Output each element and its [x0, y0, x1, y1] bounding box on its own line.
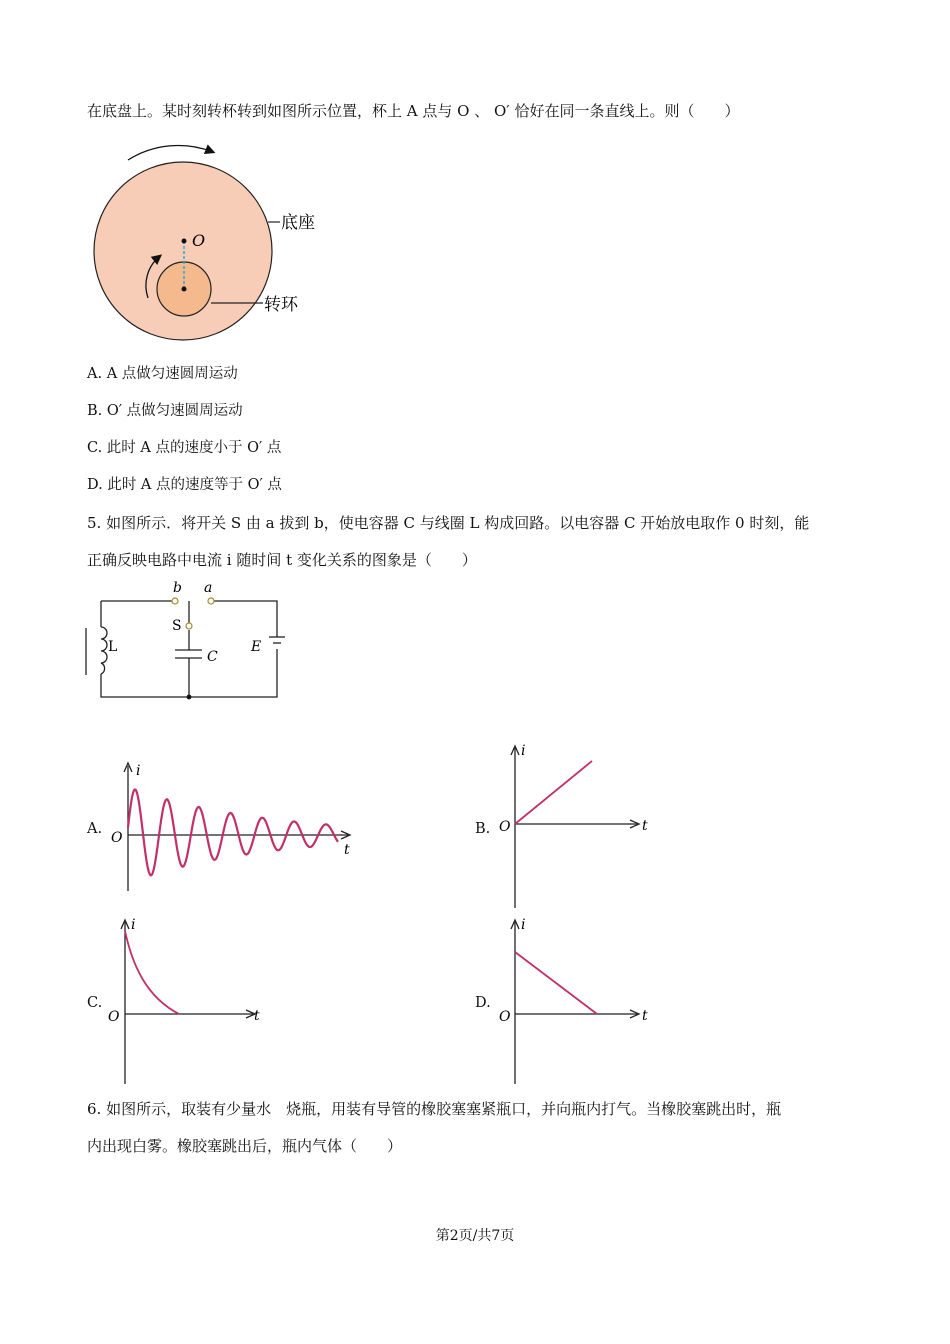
q4-stem: 在底盘上。某时刻转杯转到如图所示位置，杯上 A 点与 O 、 O′ 恰好在同一条直线上。则（ ） [87, 102, 740, 120]
svg-text:O: O [111, 830, 123, 846]
svg-text:i: i [521, 917, 526, 933]
q4-option-d: D. 此时 A 点的速度等于 O′ 点 [87, 477, 282, 493]
svg-text:O: O [108, 1009, 120, 1025]
graph-b-label: B. [475, 821, 491, 837]
graph-c-label: C. [87, 995, 103, 1011]
label-ring: 转环 [264, 295, 298, 315]
svg-text:i: i [521, 743, 526, 759]
svg-text:O: O [499, 819, 511, 835]
label-o: O [192, 231, 206, 250]
label-b: b [173, 580, 182, 596]
graph-d-label: D. [475, 995, 491, 1011]
circuit-diagram [82, 578, 292, 703]
graph-a-label: A. [87, 821, 103, 837]
svg-text:i: i [131, 917, 136, 933]
q6-stem-line2: 内出现白雾。橡胶塞跳出后，瓶内气体（ ） [87, 1137, 403, 1155]
point-center [182, 287, 187, 292]
q5-stem-line2: 正确反映电路中电流 i 随时间 t 变化关系的图象是（ ） [87, 551, 477, 569]
graph-c [103, 916, 273, 1086]
svg-text:t: t [254, 1008, 260, 1024]
q4-option-b: B. O′ 点做匀速圆周运动 [87, 403, 243, 419]
svg-text:t: t [642, 1008, 648, 1024]
svg-text:t: t [642, 818, 648, 834]
q6-stem-line1: 6. 如图所示，取装有少量水 烧瓶，用装有导管的橡胶塞塞紧瓶口，并向瓶内打气。当橡胶塞跳出时，瓶 [87, 1100, 782, 1118]
graph-b [495, 742, 655, 910]
rotation-arrow-outer [128, 145, 213, 160]
label-l: L [108, 639, 118, 655]
q4-option-a: A. A 点做匀速圆周运动 [87, 366, 238, 382]
page-footer: 第2页/共7页 [435, 1228, 515, 1244]
label-c: C [207, 649, 218, 665]
label-a: a [204, 580, 213, 596]
graph-b-curve [515, 761, 592, 824]
graph-a [103, 760, 363, 895]
label-base: 底座 [281, 213, 315, 233]
svg-text:O: O [499, 1009, 511, 1025]
graph-c-curve [125, 931, 179, 1014]
svg-text:i: i [136, 763, 141, 779]
q5-stem-line1: 5. 如图所示．将开关 S 由 a 拔到 b，使电容器 C 与线圈 L 构成回路。以电容器 C 开始放电取作 0 时刻，能 [87, 514, 810, 532]
point-o [182, 239, 187, 244]
turntable-figure [88, 138, 348, 343]
graph-d [495, 916, 655, 1086]
label-s: S [172, 618, 182, 634]
q4-option-c: C. 此时 A 点的速度小于 O′ 点 [87, 440, 282, 456]
graph-a-curve [128, 790, 338, 876]
svg-text:t: t [344, 842, 350, 858]
label-e: E [251, 639, 262, 655]
graph-d-curve [515, 952, 597, 1014]
